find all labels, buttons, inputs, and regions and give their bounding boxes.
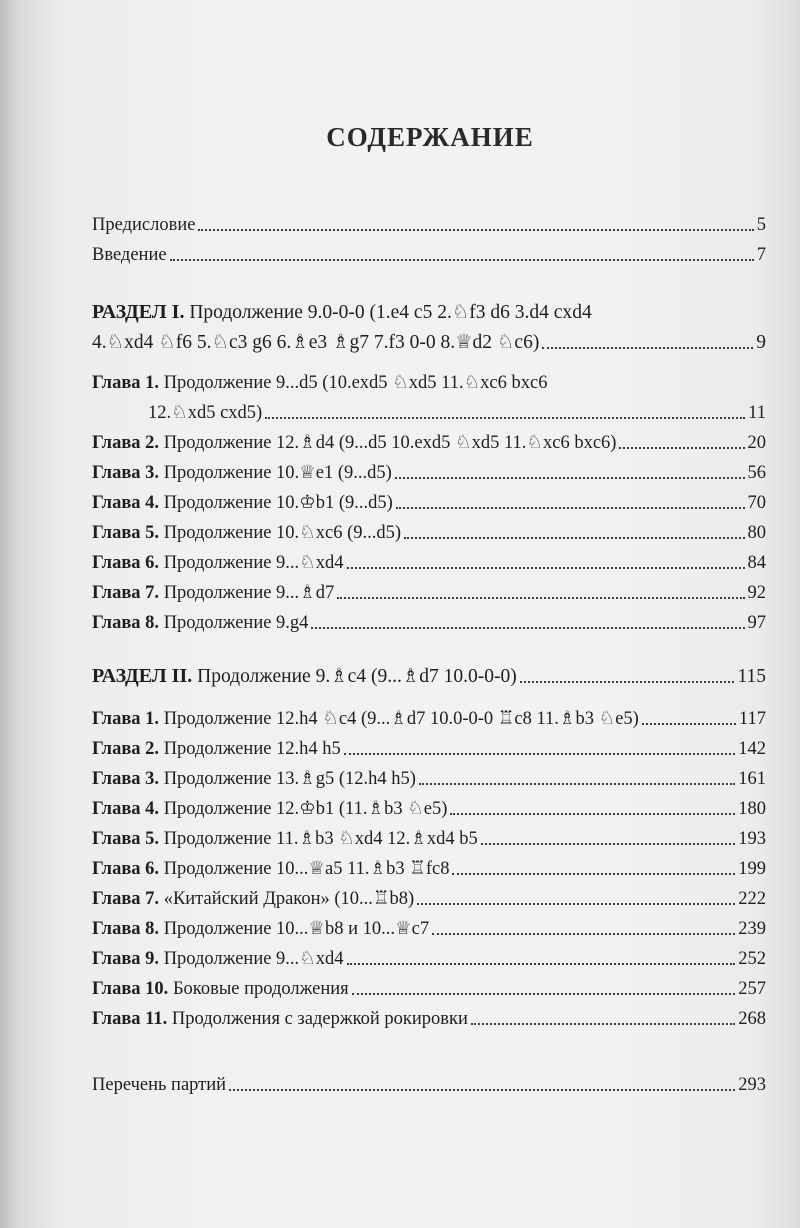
toc-entry-part1-chapter2 [92, 424, 766, 454]
dot-leader [432, 933, 735, 935]
toc-entry-part2-chapter9 [92, 940, 766, 970]
entry-label: Перечень партий [92, 1075, 227, 1095]
dot-leader [265, 417, 745, 419]
chapter-title: Продолжение 10.♔b1 (9...d5) [163, 493, 393, 513]
toc-entry-part2-chapter6 [92, 850, 766, 880]
chapter-title: Продолжения с задержкой рокировки [171, 1009, 468, 1029]
entry-page-number: 115 [737, 666, 766, 687]
entry-page-number: 11 [748, 403, 766, 423]
toc-entry-part1-chapter8 [92, 604, 766, 634]
chapter-heading: Глава 5. [92, 523, 160, 543]
chapter-heading: Глава 5. [92, 829, 160, 849]
dot-leader [170, 259, 754, 261]
chapter-title: Продолжение 9...♘xd4 [163, 949, 344, 969]
dot-leader [520, 681, 735, 683]
toc-entry-preface [92, 206, 766, 236]
chapter-heading: Глава 8. [92, 613, 160, 633]
dot-leader [311, 627, 744, 629]
dot-leader [347, 963, 736, 965]
entry-page-number: 20 [747, 433, 766, 453]
toc-entry-part1-chapter3 [92, 454, 766, 484]
entry-label: Предисловие [92, 215, 196, 235]
entry-page-number: 9 [756, 332, 766, 353]
dot-leader [347, 567, 745, 569]
entry-page-number: 70 [747, 493, 766, 513]
dot-leader [395, 477, 745, 479]
part2-heading: РАЗДЕЛ II. [92, 665, 193, 687]
toc-entry-part1-chapter5 [92, 514, 766, 544]
chapter-title: Продолжение 11.♗b3 ♘xd4 12.♗xd4 b5 [163, 829, 478, 849]
chapter-title: Продолжение 10...♕a5 11.♗b3 ♖fc8 [163, 859, 450, 879]
chapter-heading: Глава 1. [92, 709, 160, 729]
chapter-title: Продолжение 10.♕e1 (9...d5) [163, 463, 392, 483]
toc-entry-part1-chapter7 [92, 574, 766, 604]
entry-label: Введение [92, 245, 167, 265]
part1-chapter1-line1 [92, 364, 766, 394]
entry-page-number: 252 [738, 949, 766, 969]
entry-page-number: 97 [747, 613, 766, 633]
dot-leader [450, 813, 735, 815]
chapter-title-cont: 12.♘xd5 cxd5) [148, 403, 263, 423]
entry-page-number: 56 [747, 463, 766, 483]
entry-page-number: 193 [738, 829, 766, 849]
chapter-title: Продолжение 9...♘xd4 [163, 553, 344, 573]
chapter-title: Продолжение 12.h4 h5 [163, 739, 341, 759]
dot-leader [198, 229, 753, 231]
dot-leader [344, 753, 735, 755]
entry-page-number: 293 [738, 1075, 766, 1095]
toc-entry-part1 [92, 324, 766, 354]
entry-page-number: 142 [738, 739, 766, 759]
dot-leader [337, 597, 744, 599]
chapter-heading: Глава 1. [92, 373, 160, 393]
dot-leader [642, 723, 736, 725]
dot-leader [471, 1023, 735, 1025]
entry-page-number: 239 [738, 919, 766, 939]
chapter-title: Продолжение 12.♗d4 (9...d5 10.exd5 ♘xd5 11.♘xc6 bxc6) [163, 433, 617, 453]
chapter-heading: Глава 3. [92, 463, 160, 483]
toc-entry-introduction [92, 236, 766, 266]
toc-entry-part2-chapter5 [92, 820, 766, 850]
dot-leader [417, 903, 735, 905]
toc-entry-part2-chapter2 [92, 730, 766, 760]
dot-leader [229, 1089, 735, 1091]
chapter-title: Продолжение 12.h4 ♘c4 (9...♗d7 10.0-0-0 ♖c8 11.♗b3 ♘e5) [163, 709, 639, 729]
chapter-title: Продолжение 13.♗g5 (12.h4 h5) [163, 769, 416, 789]
chapter-heading: Глава 2. [92, 739, 160, 759]
part1-title-line1: Продолжение 9.0-0-0 (1.e4 c5 2.♘f3 d6 3.d4 cxd4 [189, 302, 592, 323]
entry-page-number: 80 [747, 523, 766, 543]
entry-page-number: 7 [756, 245, 766, 265]
chapter-heading: Глава 7. [92, 583, 160, 603]
dot-leader [419, 783, 735, 785]
toc-entry-part2-chapter3 [92, 760, 766, 790]
chapter-heading: Глава 6. [92, 553, 160, 573]
chapter-title: Продолжение 9...d5 (10.exd5 ♘xd5 11.♘xc6 bxc6 [163, 373, 548, 393]
chapter-heading: Глава 2. [92, 433, 160, 453]
chapter-heading: Глава 9. [92, 949, 160, 969]
chapter-title: Боковые продолжения [172, 979, 349, 999]
part1-heading-line1 [92, 294, 766, 324]
toc-entry-part2-chapter8 [92, 910, 766, 940]
dot-leader [404, 537, 744, 539]
dot-leader [452, 873, 735, 875]
chapter-title: Продолжение 9...♗d7 [163, 583, 335, 603]
chapter-heading: Глава 7. [92, 889, 160, 909]
entry-page-number: 117 [738, 709, 766, 729]
chapter-heading: Глава 4. [92, 493, 160, 513]
entry-page-number: 92 [747, 583, 766, 603]
part2-title: Продолжение 9.♗c4 (9...♗d7 10.0-0-0) [197, 666, 517, 687]
toc-entry-part1-chapter1 [148, 394, 766, 424]
chapter-heading: Глава 11. [92, 1009, 168, 1029]
chapter-heading: Глава 4. [92, 799, 160, 819]
dot-leader [481, 843, 736, 845]
entry-page-number: 199 [738, 859, 766, 879]
toc-entry-part1-chapter4 [92, 484, 766, 514]
toc-entry-games-list [92, 1066, 766, 1096]
toc-entry-part2-chapter1 [92, 700, 766, 730]
entry-page-number: 180 [738, 799, 766, 819]
chapter-heading: Глава 10. [92, 979, 169, 999]
chapter-title: Продолжение 10...♕b8 и 10...♕c7 [163, 919, 430, 939]
dot-leader [396, 507, 745, 509]
toc-entry-part2-chapter4 [92, 790, 766, 820]
toc-entry-part2 [92, 658, 766, 688]
toc-entry-part2-chapter7 [92, 880, 766, 910]
page-title: СОДЕРЖАНИЕ [326, 122, 534, 152]
toc-entry-part1-chapter6 [92, 544, 766, 574]
chapter-title: Продолжение 9.g4 [163, 613, 309, 633]
entry-page-number: 222 [738, 889, 766, 909]
dot-leader [352, 993, 736, 995]
entry-page-number: 268 [738, 1009, 766, 1029]
chapter-title: «Китайский Дракон» (10...♖b8) [163, 889, 415, 909]
entry-page-number: 161 [738, 769, 766, 789]
dot-leader [619, 447, 744, 449]
toc-entry-part2-chapter11 [92, 1000, 766, 1030]
chapter-heading: Глава 3. [92, 769, 160, 789]
chapter-title: Продолжение 12.♔b1 (11.♗b3 ♘e5) [163, 799, 448, 819]
part1-heading: РАЗДЕЛ I. [92, 301, 185, 323]
dot-leader [542, 347, 753, 349]
chapter-title: Продолжение 10.♘xc6 (9...d5) [163, 523, 402, 543]
chapter-heading: Глава 6. [92, 859, 160, 879]
entry-page-number: 84 [747, 553, 766, 573]
entry-page-number: 5 [756, 215, 766, 235]
chapter-heading: Глава 8. [92, 919, 160, 939]
entry-page-number: 257 [738, 979, 766, 999]
part1-title-line2: 4.♘xd4 ♘f6 5.♘c3 g6 6.♗e3 ♗g7 7.f3 0-0 8.♕d2 ♘c6) [92, 332, 540, 353]
toc-entry-part2-chapter10 [92, 970, 766, 1000]
